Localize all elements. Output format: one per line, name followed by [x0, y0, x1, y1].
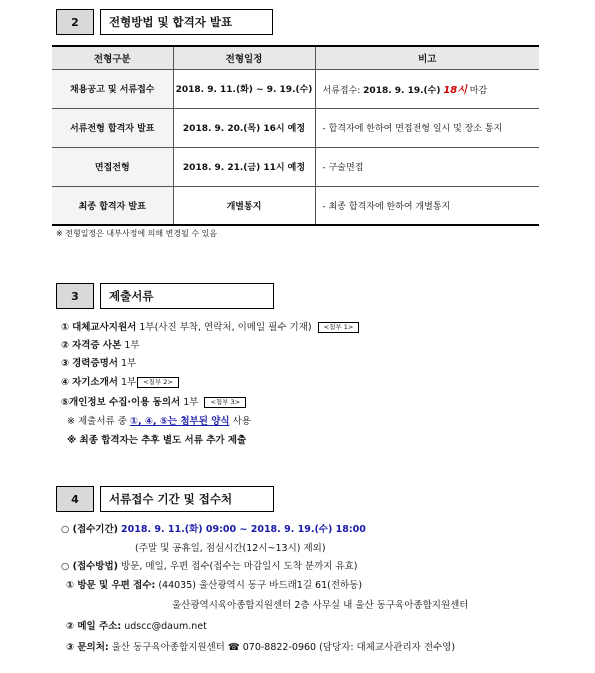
item-name: 경력증명서 [72, 358, 118, 369]
item-name: 자기소개서 [72, 377, 118, 388]
item-mark: ① [61, 322, 70, 333]
note-deadline-date: 2018. 9. 19.(수) [363, 86, 441, 96]
col-header-note: 비고 [315, 46, 539, 69]
schedule-footnote: ※ 전형일정은 내부사정에 의해 변경될 수 있음 [56, 229, 218, 238]
mail-line [66, 618, 207, 632]
item-name: 대체교사지원서 [72, 322, 137, 333]
contact-label: ③ 문의처: [66, 642, 109, 653]
doc-item-4 [61, 374, 179, 388]
docs-note-additional [67, 432, 246, 446]
note-deadline-time: 18시 [443, 85, 467, 96]
table-row [52, 69, 539, 108]
row-note: - 최종 합격자에 한하여 개별통지 [315, 186, 539, 225]
row-type: 채용공고 및 서류접수 [52, 69, 173, 108]
visit-value: (44035) 울산광역시 동구 바드래1길 61(전하동) [158, 580, 363, 591]
period-label: ○ (접수기간) [61, 524, 118, 535]
row-type: 최종 합격자 발표 [52, 186, 173, 225]
period-note: (주말 및 공휴일, 점심시간(12시~13시) 제외) [135, 543, 326, 554]
section3-number: 3 [56, 283, 94, 309]
item-mark: ④ [61, 377, 70, 388]
section2-number: 2 [56, 9, 94, 35]
note-prefix: 서류접수: [322, 86, 364, 96]
table-header-row [52, 46, 539, 69]
col-header-type: 전형구분 [52, 46, 173, 69]
item-mark: ② [61, 340, 70, 351]
row-date: 2018. 9. 20.(목) 16시 예정 [173, 108, 315, 147]
row-date: 2018. 9. 21.(금) 11시 예정 [173, 147, 315, 186]
doc-item-3 [61, 355, 136, 369]
section4-number: 4 [56, 486, 94, 512]
table-row [52, 147, 539, 186]
method-label: ○ (접수방법) [61, 561, 118, 572]
item-mark: ⑤ [61, 397, 70, 408]
row-note: - 구술면접 [315, 147, 539, 186]
schedule-table [52, 45, 539, 226]
row-date: 2018. 9. 11.(화) ~ 9. 19.(수) [173, 69, 315, 108]
row-note: - 합격자에 한하여 면접전형 일시 및 장소 통지 [315, 108, 539, 147]
note-highlight: ①, ④, ⑤는 첨부된 양식 [129, 416, 230, 427]
visit-address-line2: 울산광역시육아종합지원센터 2층 사무실 내 울산 동구육아종합지원센터 [172, 600, 469, 611]
doc-item-5 [61, 394, 246, 408]
note-suffix: 사용 [229, 416, 251, 427]
section4-header [56, 486, 274, 512]
doc-item-1 [61, 319, 359, 333]
period-line [61, 521, 366, 535]
doc-item-2 [61, 337, 140, 351]
docs-note-forms [67, 413, 251, 427]
attachment-tag: <첨부 2> [137, 377, 179, 388]
col-header-date: 전형일정 [173, 46, 315, 69]
method-line [61, 558, 358, 572]
row-type: 서류전형 합격자 발표 [52, 108, 173, 147]
visit-label: ① 방문 및 우편 접수: [66, 580, 156, 591]
visit-line [66, 577, 362, 591]
item-desc: 1부(사진 부착, 연락처, 이메일 필수 기재) [139, 322, 312, 333]
section3-title: 제출서류 [100, 283, 274, 309]
note-text: ※ 최종 합격자는 추후 별도 서류 추가 제출 [67, 435, 247, 446]
note-prefix: ※ 제출서류 중 [67, 416, 130, 427]
item-mark: ③ [61, 358, 70, 369]
item-desc: 1부 [121, 377, 137, 388]
item-desc: 1부 [183, 397, 199, 408]
section2-header [56, 9, 273, 35]
section2-title: 전형방법 및 합격자 발표 [100, 9, 273, 35]
attachment-tag: <첨부 3> [204, 397, 246, 408]
item-name: 자격증 사본 [72, 340, 122, 351]
mail-value: udscc@daum.net [124, 621, 207, 632]
contact-line [66, 639, 455, 653]
table-row [52, 108, 539, 147]
item-name: 개인정보 수집·이용 동의서 [69, 397, 181, 408]
method-value: 방문, 메일, 우편 접수(접수는 마감일시 도착 분까지 유효) [121, 561, 358, 572]
row-type: 면접전형 [52, 147, 173, 186]
section4-title: 서류접수 기간 및 접수처 [100, 486, 274, 512]
table-row [52, 186, 539, 225]
attachment-tag: <첨부 1> [318, 322, 360, 333]
mail-label: ② 메일 주소: [66, 621, 122, 632]
section3-header [56, 283, 274, 309]
row-note [315, 69, 539, 108]
note-suffix: 마감 [466, 86, 488, 96]
row-date: 개별통지 [173, 186, 315, 225]
period-value: 2018. 9. 11.(화) 09:00 ~ 2018. 9. 19.(수) 18:00 [121, 524, 366, 535]
contact-value: 울산 동구육아종합지원센터 ☎ 070-8822-0960 (담당자: 대체교사관리자 전수영) [111, 642, 456, 653]
item-desc: 1부 [124, 340, 140, 351]
item-desc: 1부 [121, 358, 137, 369]
